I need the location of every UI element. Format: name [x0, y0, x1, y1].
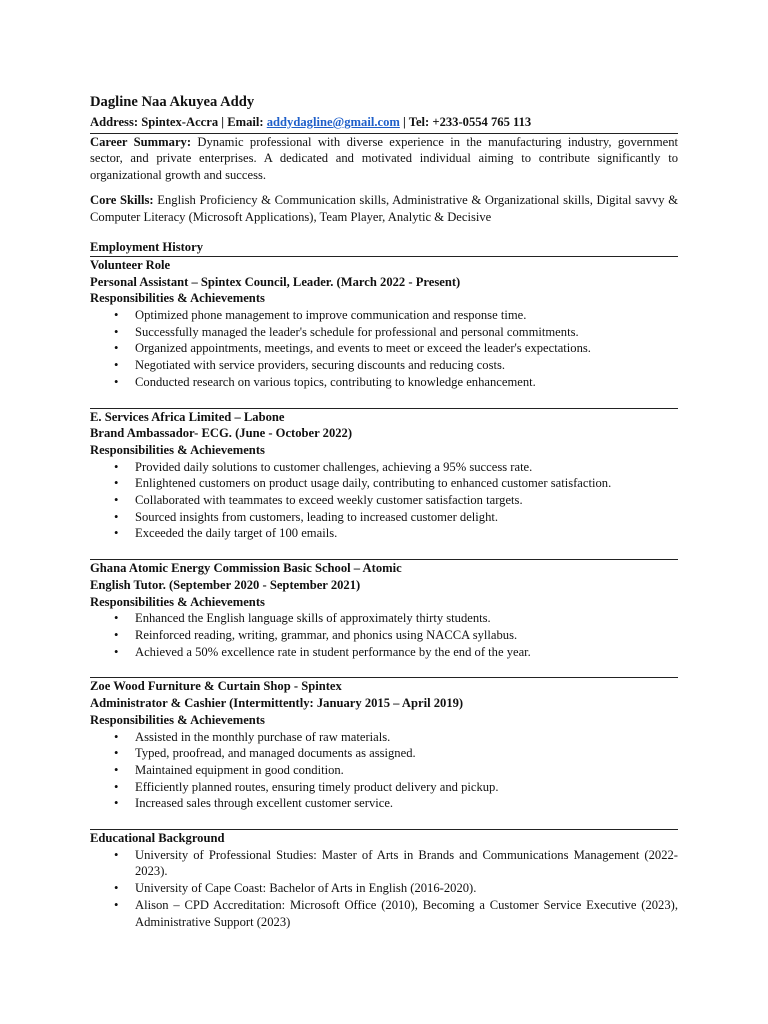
- list-item: [90, 779, 678, 796]
- job-org: Volunteer Role: [90, 257, 171, 272]
- list-item-text: Enhanced the English language skills of approximately thirty students.: [135, 611, 491, 626]
- list-item-text: Collaborated with teammates to exceed weekly customer satisfaction targets.: [135, 493, 523, 508]
- list-item-text: Assisted in the monthly purchase of raw materials.: [135, 729, 391, 744]
- education-title: Educational Background: [90, 831, 225, 846]
- job-entry: [90, 257, 678, 391]
- list-item-text: University of Cape Coast: Bachelor of Arts in English (2016-2020).: [135, 881, 477, 896]
- job-role: English Tutor. (September 2020 - September 2021): [90, 577, 361, 592]
- responsibilities-list: [90, 307, 678, 391]
- core-skills-label: Core Skills:: [90, 192, 154, 207]
- bullet-icon: •: [114, 847, 119, 862]
- job-org: Zoe Wood Furniture & Curtain Shop - Spintex: [90, 679, 342, 694]
- list-item: [90, 745, 678, 762]
- job-role: Brand Ambassador- ECG. (June - October 2022): [90, 426, 353, 441]
- list-item-text: Maintained equipment in good condition.: [135, 762, 344, 777]
- list-item-text: Exceeded the daily target of 100 emails.: [135, 526, 338, 541]
- list-item-text: Reinforced reading, writing, grammar, and phonics using NACCA syllabus.: [135, 627, 518, 642]
- job-entry: [90, 678, 678, 812]
- list-item: [90, 492, 678, 509]
- career-summary-label: Career Summary:: [90, 134, 192, 149]
- responsibilities-list: [90, 610, 678, 660]
- responsibilities-label: Responsibilities & Achievements: [90, 594, 265, 609]
- job-role: Personal Assistant – Spintex Council, Leader. (March 2022 - Present): [90, 274, 461, 289]
- responsibilities-label: Responsibilities & Achievements: [90, 712, 265, 727]
- email-link[interactable]: addydagline@gmail.com: [266, 115, 400, 129]
- list-item-text: Enlightened customers on product usage daily, contributing to enhanced customer satisfaction.: [135, 476, 612, 491]
- list-item: [90, 374, 678, 391]
- contact-line: [90, 114, 678, 131]
- job-org: Ghana Atomic Energy Commission Basic School – Atomic: [90, 561, 402, 576]
- responsibilities-list: [90, 729, 678, 813]
- list-item: [90, 525, 678, 542]
- list-item: [90, 459, 678, 476]
- bullet-icon: •: [114, 644, 119, 659]
- list-item: [90, 307, 678, 324]
- job-entry: [90, 560, 678, 660]
- list-item-text: Efficiently planned routes, ensuring timely product delivery and pickup.: [135, 779, 499, 794]
- list-item-text: Organized appointments, meetings, and events to meet or exceed the leader's expectations.: [135, 341, 591, 356]
- responsibilities-list: [90, 459, 678, 543]
- education-section: [90, 830, 678, 930]
- list-item: [90, 897, 678, 930]
- list-item-text: Optimized phone management to improve communication and response time.: [135, 308, 527, 323]
- core-skills: [90, 192, 678, 225]
- bullet-icon: •: [114, 341, 119, 356]
- employment-history-title: Employment History: [90, 240, 203, 255]
- bullet-icon: •: [114, 374, 119, 389]
- list-item-text: Sourced insights from customers, leading to increased customer delight.: [135, 509, 499, 524]
- bullet-icon: •: [114, 627, 119, 642]
- list-item: [90, 610, 678, 627]
- list-item-text: Conducted research on various topics, contributing to knowledge enhancement.: [135, 374, 536, 389]
- list-item-text: Successfully managed the leader's schedule for professional and personal commitments.: [135, 324, 579, 339]
- job-role: Administrator & Cashier (Intermittently: January 2015 – April 2019): [90, 696, 464, 711]
- bullet-icon: •: [114, 324, 119, 339]
- list-item: [90, 644, 678, 661]
- education-list: [90, 847, 678, 931]
- address-text: Address: Spintex-Accra | Email:: [90, 115, 267, 129]
- bullet-icon: •: [114, 762, 119, 777]
- bullet-icon: •: [114, 493, 119, 508]
- list-item: [90, 847, 678, 880]
- list-item: [90, 880, 678, 897]
- bullet-icon: •: [114, 729, 119, 744]
- bullet-icon: •: [114, 611, 119, 626]
- candidate-name: Dagline Naa Akuyea Addy: [90, 94, 255, 110]
- resume-content: [90, 93, 678, 930]
- bullet-icon: •: [114, 796, 119, 811]
- job-entry: [90, 409, 678, 543]
- list-item: [90, 324, 678, 341]
- list-item: [90, 795, 678, 812]
- responsibilities-label: Responsibilities & Achievements: [90, 291, 265, 306]
- bullet-icon: •: [114, 779, 119, 794]
- responsibilities-label: Responsibilities & Achievements: [90, 442, 265, 457]
- bullet-icon: •: [114, 897, 119, 912]
- bullet-icon: •: [114, 476, 119, 491]
- list-item-text: Typed, proofread, and managed documents as assigned.: [135, 746, 416, 761]
- list-item-text: University of Professional Studies: Master of Arts in Brands and Communications Management (2022-2023).: [135, 847, 678, 879]
- list-item: [90, 762, 678, 779]
- list-item: [90, 509, 678, 526]
- bullet-icon: •: [114, 526, 119, 541]
- bullet-icon: •: [114, 358, 119, 373]
- bullet-icon: •: [114, 746, 119, 761]
- career-summary-text: Dynamic professional with diverse experience in the manufacturing industry, government sector, and private enterprises. A dedicated and motivated individual aiming to contribute significantly to organizational growth and success.: [90, 134, 679, 183]
- career-summary: [90, 134, 678, 184]
- list-item: [90, 729, 678, 746]
- list-item: [90, 357, 678, 374]
- bullet-icon: •: [114, 881, 119, 896]
- list-item-text: Provided daily solutions to customer challenges, achieving a 95% success rate.: [135, 459, 533, 474]
- list-item-text: Increased sales through excellent customer service.: [135, 796, 394, 811]
- list-item: [90, 475, 678, 492]
- job-org: E. Services Africa Limited – Labone: [90, 409, 285, 424]
- tel-text: | Tel: +233-0554 765 113: [399, 115, 532, 129]
- list-item: [90, 627, 678, 644]
- core-skills-text: English Proficiency & Communication skills, Administrative & Organizational skills, Digital savvy & Computer Literacy (Microsoft Applications), Team Player, Analytic & Decisive: [90, 192, 678, 224]
- bullet-icon: •: [114, 459, 119, 474]
- list-item-text: Alison – CPD Accreditation: Microsoft Office (2010), Becoming a Customer Service Executive (2023), Administrative Support (2023): [135, 897, 678, 929]
- list-item: [90, 340, 678, 357]
- list-item-text: Achieved a 50% excellence rate in student performance by the end of the year.: [135, 644, 531, 659]
- list-item-text: Negotiated with service providers, securing discounts and reducing costs.: [135, 358, 506, 373]
- bullet-icon: •: [114, 308, 119, 323]
- bullet-icon: •: [114, 509, 119, 524]
